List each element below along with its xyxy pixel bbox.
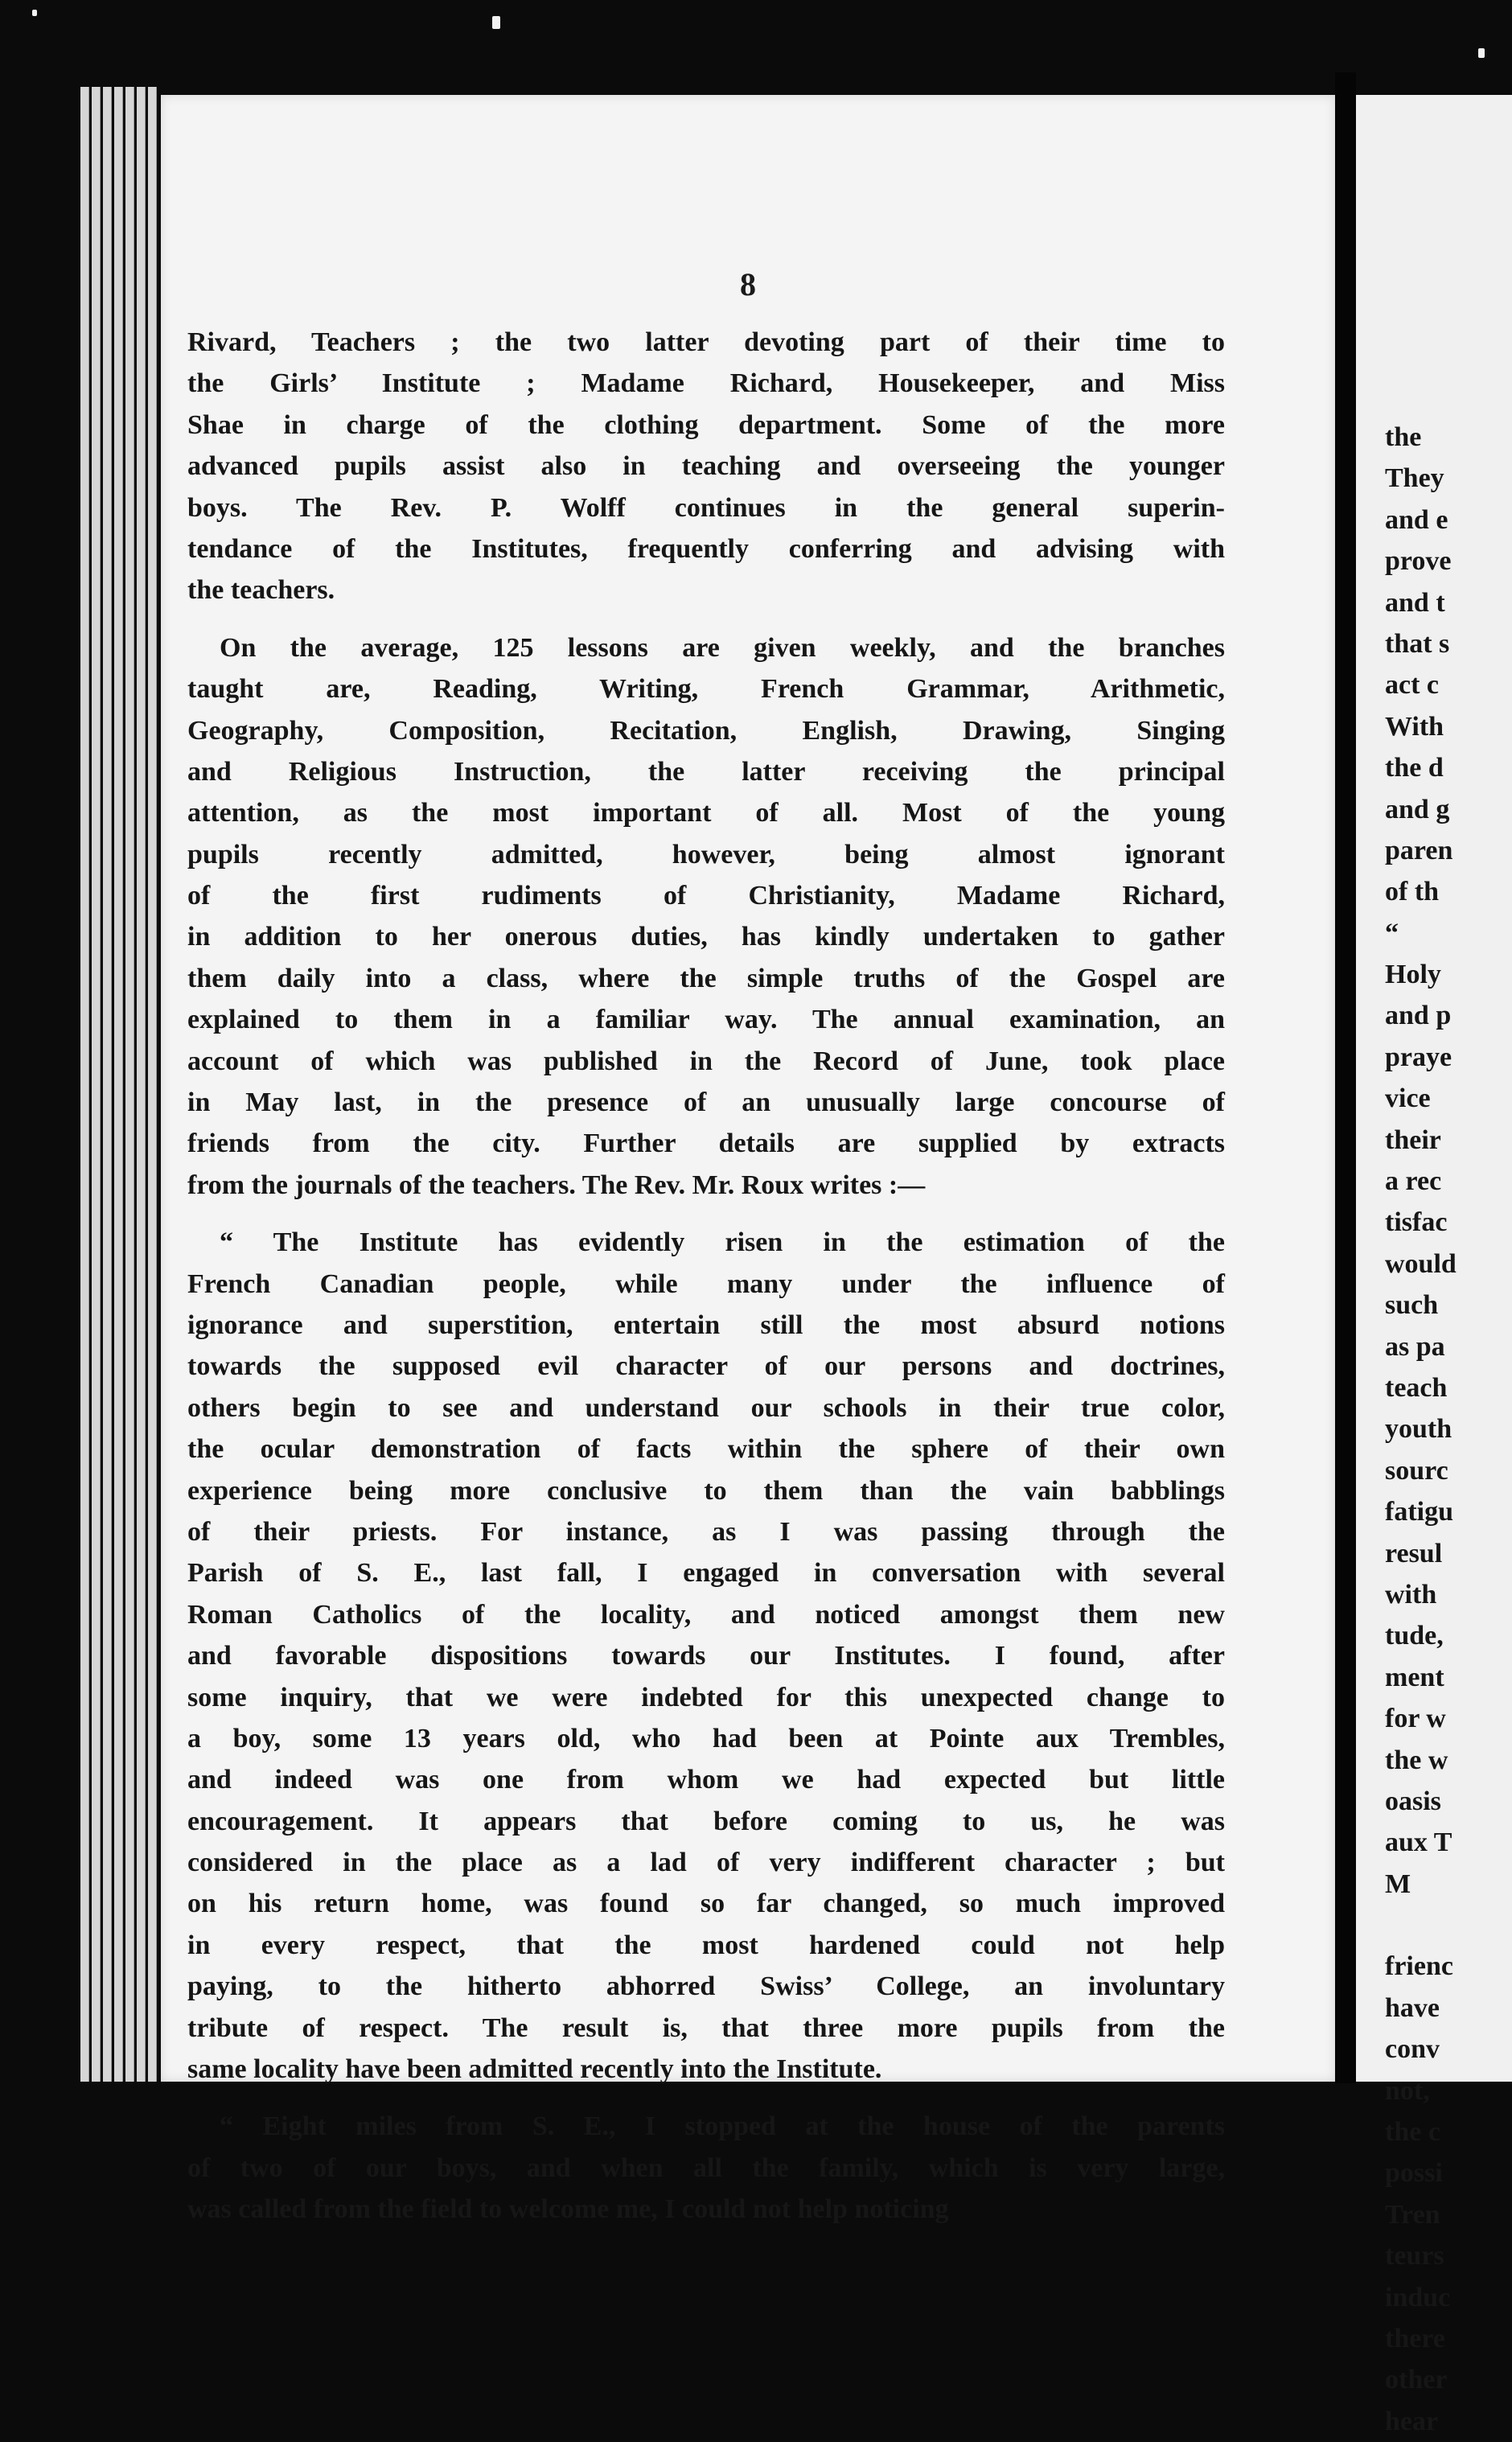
text-line: Geography, Composition, Recitation, English, Drawing, Singing [187, 715, 1225, 746]
right-page-line: tisfac [1385, 1207, 1448, 1238]
page-edge [148, 87, 157, 2082]
text-line: considered in the place as a lad of very indifferent character ; but [187, 1848, 1225, 1878]
text-line: explained to them in a familiar way. The annual examination, an [187, 1005, 1225, 1035]
text-line: others begin to see and understand our schools in their true color, [187, 1392, 1225, 1423]
right-page-line: They [1385, 463, 1444, 494]
right-page [1356, 95, 1512, 2436]
scan-speck [1478, 48, 1485, 58]
text-line: account of which was published in the Record of June, took place [187, 1046, 1225, 1076]
body-text [187, 322, 1225, 2230]
text-line: of their priests. For instance, as I was passing through the [187, 1516, 1225, 1547]
right-page-line: vice [1385, 1083, 1431, 1114]
text-line: French Canadian people, while many under the influence of [187, 1268, 1225, 1299]
page-edge [137, 87, 146, 2082]
text-line: On the average, 125 lessons are given weekly, and the branches [220, 632, 1225, 663]
text-line: of the first rudiments of Christianity, Madame Richard, [187, 881, 1225, 911]
right-page-line: M [1385, 1868, 1411, 1899]
text-line: the teachers. [187, 575, 335, 606]
scan-speck [492, 16, 500, 29]
right-page-line: the c [1385, 2117, 1440, 2148]
right-page-line: that s [1385, 628, 1450, 659]
right-page-line: of th [1385, 877, 1440, 907]
text-line: ignorance and superstition, entertain still the most absurd notions [187, 1309, 1225, 1340]
text-line: in every respect, that the most hardened could not help [187, 1930, 1225, 1960]
right-page-line: induc [1385, 2282, 1451, 2312]
text-line: the Girls’ Institute ; Madame Richard, Housekeeper, and Miss [187, 368, 1225, 399]
right-page-line: for w [1385, 1704, 1446, 1734]
text-line: Shae in charge of the clothing department. Some of the more [187, 409, 1225, 440]
text-line: pupils recently admitted, however, being almost ignorant [187, 839, 1225, 870]
right-page-line: teurs [1385, 2241, 1444, 2271]
right-page-line: sourc [1385, 1455, 1448, 1486]
page-edge [114, 87, 123, 2082]
text-line: tribute of respect. The result is, that three more pupils from the [187, 2012, 1225, 2043]
right-page-line: Tren [1385, 2199, 1440, 2230]
text-line: tendance of the Institutes, frequently conferring and advising with [187, 533, 1225, 564]
right-page-line: there [1385, 2323, 1445, 2354]
text-line: the ocular demonstration of facts within the sphere of their own [187, 1434, 1225, 1465]
right-page-line: and e [1385, 504, 1448, 535]
text-line: encouragement. It appears that before coming to us, he was [187, 1806, 1225, 1836]
text-line: “ Eight miles from S. E., I stopped at the house of the parents [220, 2111, 1225, 2142]
text-line: in May last, in the presence of an unusually large concourse of [187, 1087, 1225, 1118]
right-page-line: conv [1385, 2034, 1440, 2065]
right-page-line: and t [1385, 587, 1445, 618]
text-line: from the journals of the teachers. The Rev. Mr. Roux writes :— [187, 1170, 926, 1200]
right-page-line: aux T [1385, 1827, 1452, 1858]
right-page-line: their [1385, 1124, 1441, 1155]
right-page-line: the d [1385, 753, 1444, 783]
right-page-line: oasis [1385, 1786, 1441, 1816]
text-line: on his return home, was found so far changed, so much improved [187, 1889, 1225, 1919]
text-line: boys. The Rev. P. Wolff continues in the general superin- [187, 492, 1225, 523]
right-page-line [1385, 1905, 1457, 1946]
right-page-line: and g [1385, 794, 1450, 824]
text-line: towards the supposed evil character of our persons and doctrines, [187, 1351, 1225, 1382]
right-page-line: not, [1385, 2075, 1430, 2106]
text-line: Rivard, Teachers ; the two latter devoting part of their time to [187, 327, 1225, 357]
right-page-line: act c [1385, 670, 1440, 701]
page-edge [103, 87, 112, 2082]
right-page-line: frienc [1385, 1951, 1453, 1982]
right-page-line: praye [1385, 1042, 1452, 1072]
right-page-line: other [1385, 2365, 1448, 2395]
text-line: some inquiry, that we were indebted for this unexpected change to [187, 1682, 1225, 1712]
text-line: and favorable dispositions towards our Institutes. I found, after [187, 1641, 1225, 1671]
book-gutter [1335, 72, 1356, 2083]
page-edge [92, 87, 101, 2082]
right-page-line: would [1385, 1248, 1457, 1279]
text-line: a boy, some 13 years old, who had been at Pointe aux Trembles, [187, 1723, 1225, 1753]
page-edge [80, 87, 89, 2082]
text-line: them daily into a class, where the simple truths of the Gospel are [187, 963, 1225, 993]
text-line: Roman Catholics of the locality, and noticed amongst them new [187, 1599, 1225, 1630]
right-page-line: teach [1385, 1372, 1448, 1403]
right-page-line: the [1385, 422, 1422, 452]
right-page-line: have [1385, 1992, 1440, 2023]
text-line: same locality have been admitted recently into the Institute. [187, 2054, 882, 2085]
right-page-line: as pa [1385, 1331, 1445, 1362]
text-line: and Religious Instruction, the latter receiving the principal [187, 756, 1225, 787]
text-line: in addition to her onerous duties, has kindly undertaken to gather [187, 922, 1225, 952]
text-line: and indeed was one from whom we had expected but little [187, 1765, 1225, 1795]
text-line: taught are, Reading, Writing, French Grammar, Arithmetic, [187, 674, 1225, 705]
page-edge [125, 87, 134, 2082]
right-page-line: paren [1385, 835, 1453, 865]
right-page-line: a rec [1385, 1166, 1442, 1197]
right-page-line: possi [1385, 2158, 1443, 2189]
text-line: advanced pupils assist also in teaching and overseeing the younger [187, 451, 1225, 482]
text-line: experience being more conclusive to them than the vain babblings [187, 1475, 1225, 1506]
right-page-line: “ [1385, 918, 1399, 948]
right-page-line: with [1385, 1579, 1437, 1610]
text-line: Parish of S. E., last fall, I engaged in conversation with several [187, 1558, 1225, 1589]
text-line: of two of our boys, and when all the family, which is very large, [187, 2152, 1225, 2183]
text-line: attention, as the most important of all. Most of the young [187, 798, 1225, 828]
right-page-text [1385, 417, 1457, 2442]
text-line: was called from the field to welcome me, I could not help noticing [187, 2194, 949, 2225]
right-page-line: youth [1385, 1414, 1452, 1445]
right-page-line: ment [1385, 1662, 1444, 1692]
right-page-line: tude, [1385, 1621, 1444, 1651]
paragraph-gap [187, 2090, 1225, 2106]
right-page-line: Holy [1385, 960, 1441, 990]
text-line: “ The Institute has evidently risen in the estimation of the [220, 1227, 1225, 1258]
scan-speck [32, 10, 37, 16]
right-page-line: the w [1385, 1745, 1448, 1775]
text-line: paying, to the hitherto abhorred Swiss’ College, an involuntary [187, 1971, 1225, 2002]
page-number: 8 [740, 266, 756, 302]
right-page-line: and p [1385, 1001, 1452, 1031]
paragraph-gap [187, 1206, 1225, 1222]
text-line: friends from the city. Further details are supplied by extracts [187, 1128, 1225, 1159]
paragraph-gap [187, 611, 1225, 627]
right-page-line: such [1385, 1290, 1439, 1321]
right-page-line: With [1385, 711, 1444, 742]
right-page-line: fatigu [1385, 1497, 1453, 1527]
right-page-line: resul [1385, 1538, 1443, 1568]
right-page-line: prove [1385, 546, 1452, 577]
right-page-line: hear [1385, 2406, 1439, 2436]
